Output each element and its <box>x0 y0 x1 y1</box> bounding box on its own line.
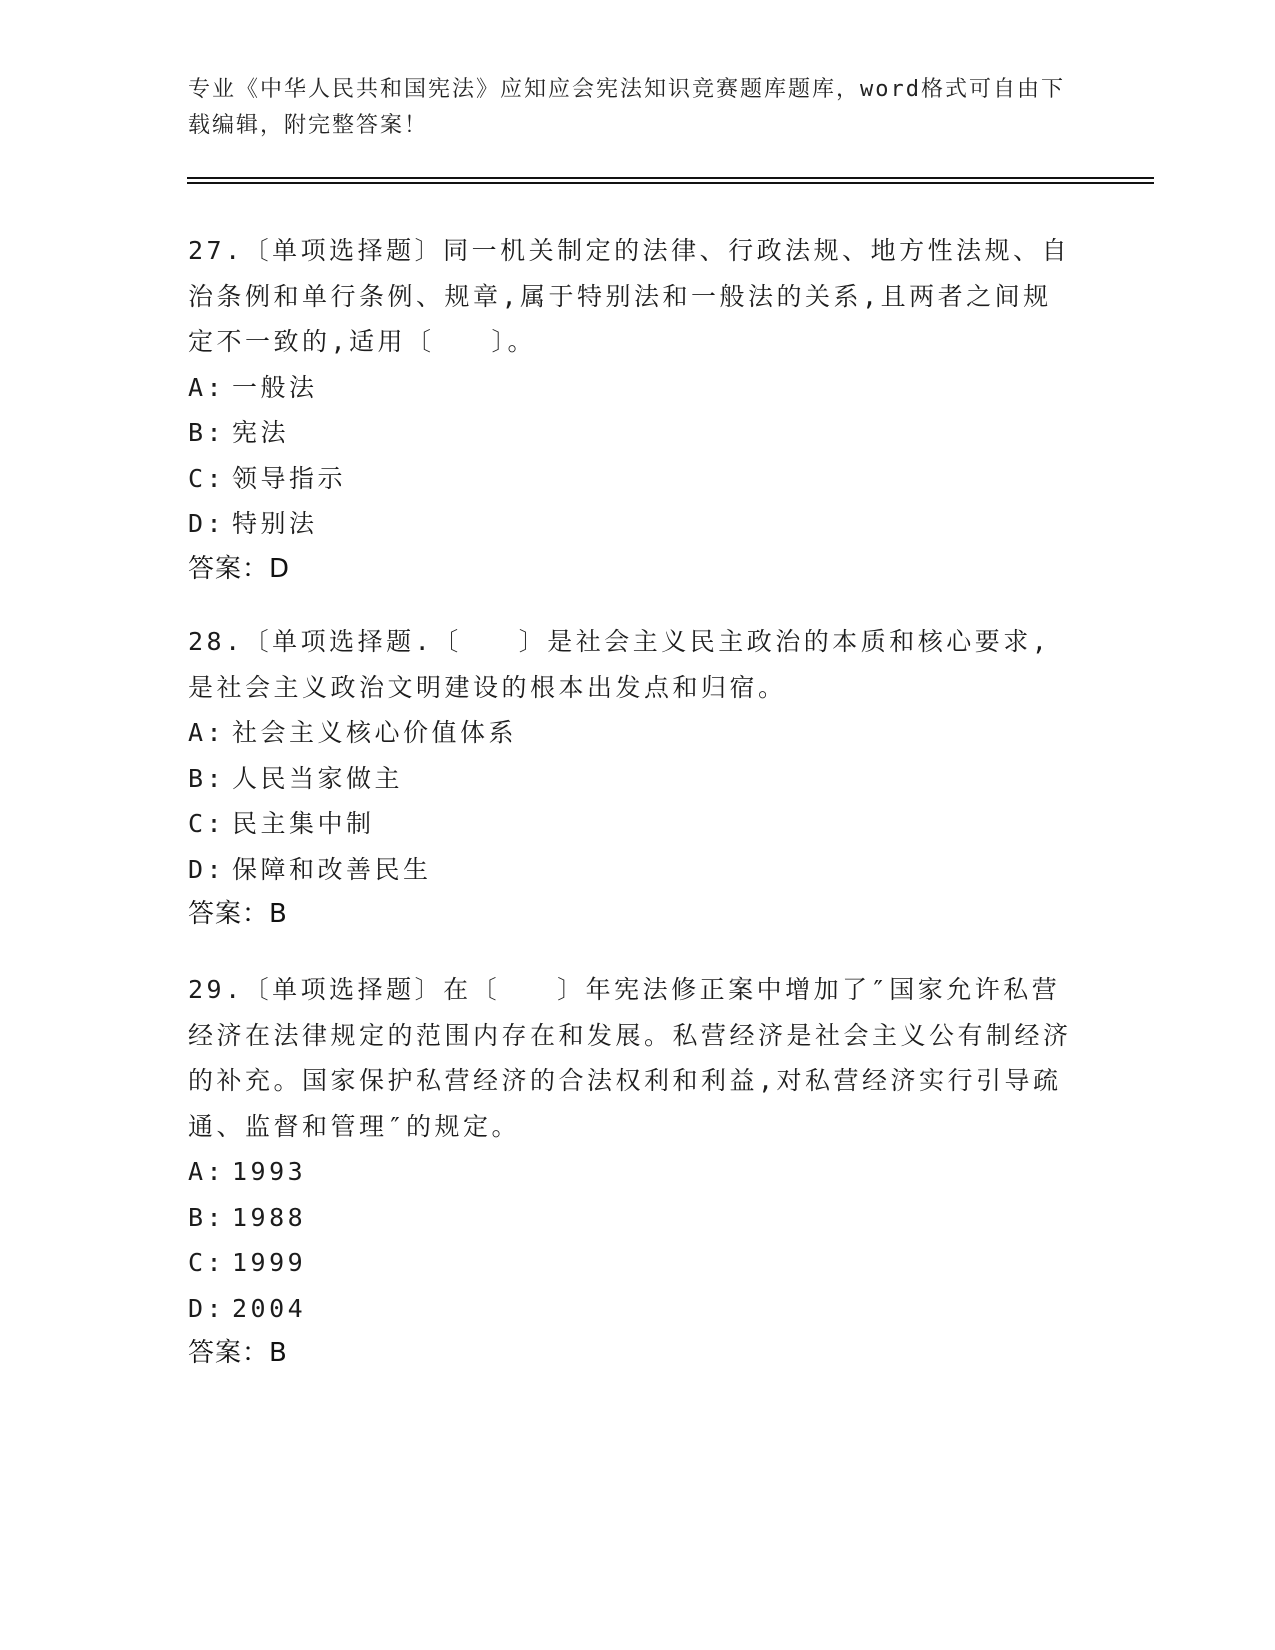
option-c <box>188 456 1078 502</box>
option-d <box>188 847 1078 893</box>
question-text: 28.〔单项选择题.〔 〕是社会主义民主政治的本质和核心要求,是社会主义政治文明建设的根本出发点和归宿。 <box>188 627 1051 702</box>
header-divider-bottom <box>187 182 1154 184</box>
option-text: 宪法 <box>232 418 290 447</box>
option-key: D: <box>188 854 226 884</box>
option-key: B: <box>188 763 226 793</box>
option-c <box>188 1240 1078 1286</box>
option-key: A: <box>188 718 226 747</box>
question-text: 27.〔单项选择题〕同一机关制定的法律、行政法规、地方性法规、自治条例和单行条例、规章,属于特别法和一般法的关系,且两者之间规定不一致的,适用〔 〕。 <box>188 236 1071 356</box>
question-28 <box>188 619 1078 938</box>
option-a <box>188 1149 1078 1195</box>
option-key: D: <box>188 509 226 538</box>
option-key: C: <box>188 463 226 493</box>
option-key: A: <box>188 1157 226 1186</box>
option-text: 2004 <box>232 1293 307 1323</box>
option-text: 保障和改善民生 <box>232 854 432 884</box>
option-text: 特别法 <box>232 509 318 538</box>
document-header: 专业《中华人民共和国宪法》应知应会宪法知识竞赛题库题库，word格式可自由下载编辑，附完整答案！ <box>188 77 1065 138</box>
answer-label: 答案：B <box>188 899 288 929</box>
option-text: 人民当家做主 <box>232 763 404 793</box>
option-key: C: <box>188 809 226 838</box>
question-27 <box>188 228 1078 592</box>
option-key: B: <box>188 1202 226 1232</box>
answer-label: 答案：D <box>188 553 291 584</box>
option-b <box>188 756 1078 802</box>
option-key: D: <box>188 1293 226 1323</box>
option-a <box>188 365 1078 411</box>
option-c <box>188 801 1078 847</box>
question-29 <box>188 967 1078 1377</box>
option-text: 一般法 <box>232 372 318 402</box>
option-d <box>188 1286 1078 1332</box>
option-key: C: <box>188 1248 226 1277</box>
option-text: 领导指示 <box>232 463 347 493</box>
header-divider-top <box>187 177 1154 179</box>
option-text: 民主集中制 <box>232 809 375 838</box>
option-b <box>188 1195 1078 1241</box>
option-key: A: <box>188 372 226 402</box>
option-text: 1988 <box>232 1202 307 1232</box>
option-a <box>188 710 1078 756</box>
option-text: 社会主义核心价值体系 <box>232 718 518 747</box>
option-key: B: <box>188 418 226 447</box>
question-text: 29.〔单项选择题〕在〔 〕年宪法修正案中增加了″国家允许私营经济在法律规定的范围内存在和发展。私营经济是社会主义公有制经济的补充。国家保护私营经济的合法权利和利益,对私营经济实行引导疏通、监督和管理″的规定。 <box>188 975 1072 1141</box>
option-text: 1993 <box>232 1157 307 1186</box>
option-b <box>188 410 1078 456</box>
answer-label: 答案：B <box>188 1338 288 1368</box>
option-text: 1999 <box>232 1248 307 1277</box>
option-d <box>188 501 1078 547</box>
